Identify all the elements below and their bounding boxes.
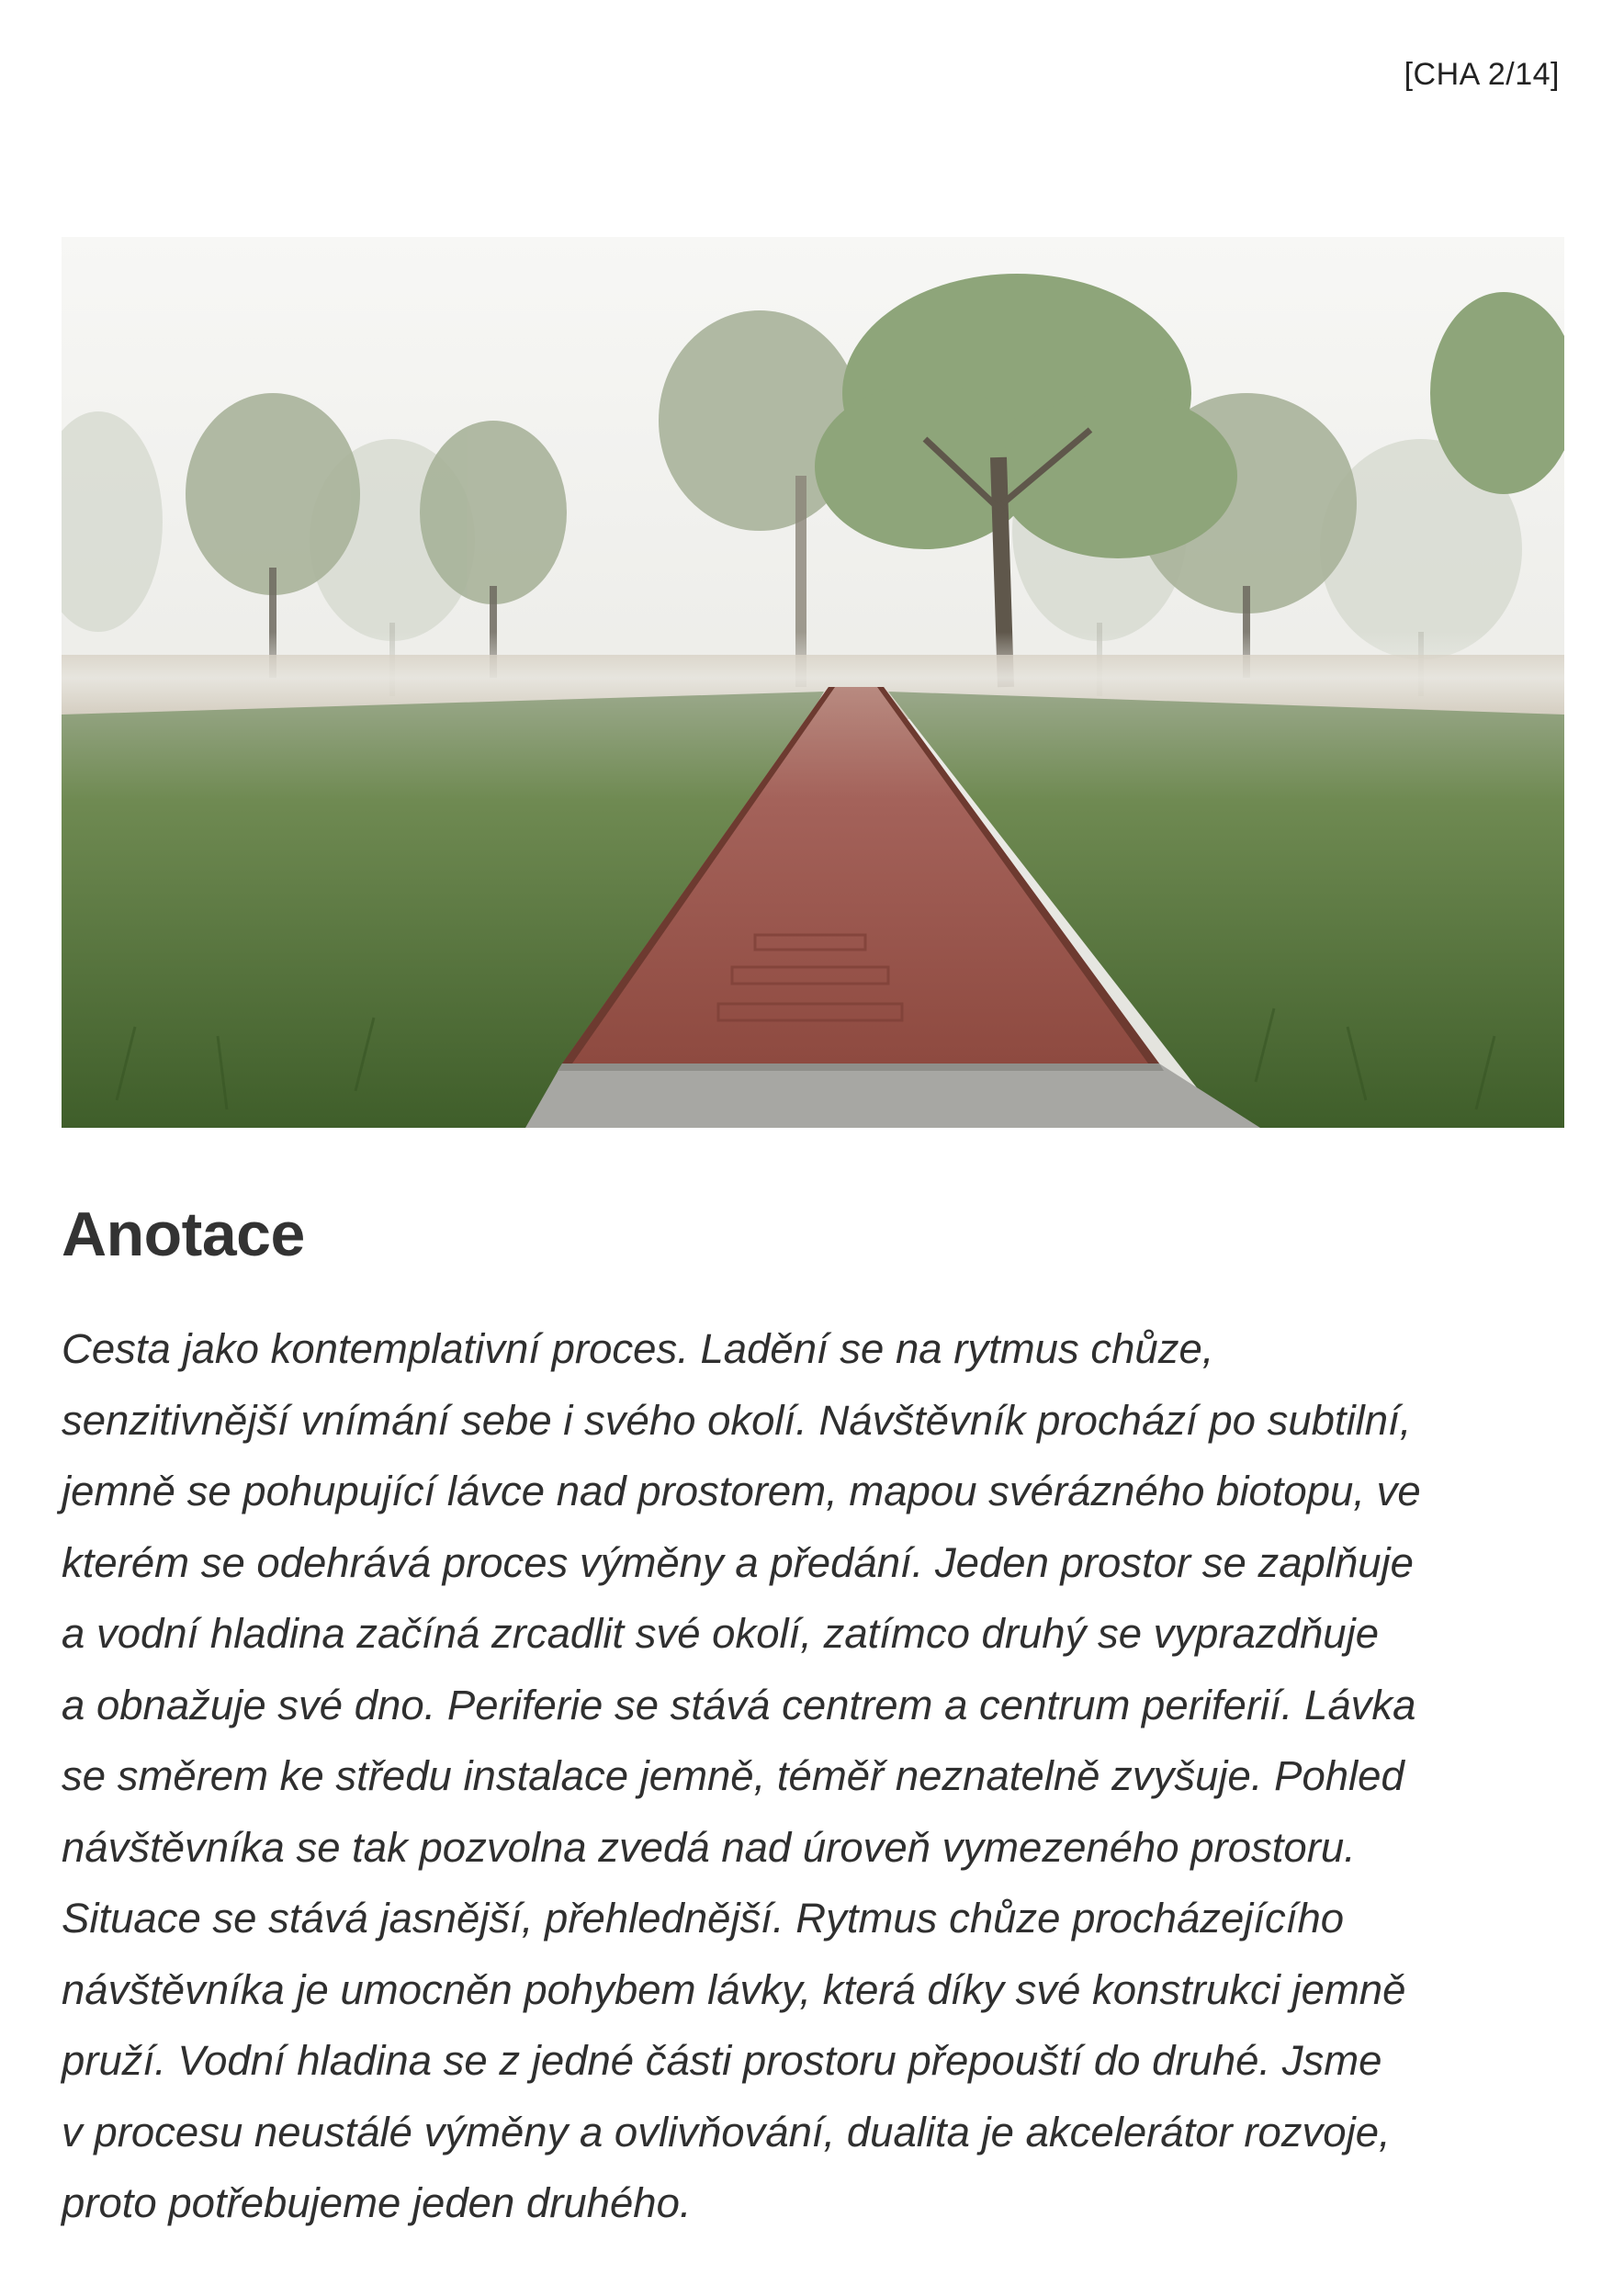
foggy-park-path-illustration xyxy=(62,237,1564,1128)
paragraph-line: návštěvníka se tak pozvolna zvedá nad úroveň vymezeného prostoru. xyxy=(62,1823,1356,1871)
paragraph-line: se směrem ke středu instalace jemně, téměř neznatelně zvyšuje. Pohled xyxy=(62,1752,1404,1799)
paragraph-line: kterém se odehrává proces výměny a předání. Jeden prostor se zaplňuje xyxy=(62,1538,1414,1586)
paragraph-line: a obnažuje své dno. Periferie se stává centrem a centrum periferií. Lávka xyxy=(62,1681,1416,1728)
paragraph-line: pruží. Vodní hladina se z jedné části prostoru přepouští do druhé. Jsme xyxy=(62,2037,1382,2084)
paragraph-line: proto potřebujeme jeden druhého. xyxy=(62,2179,692,2226)
paragraph-line: v procesu neustálé výměny a ovlivňování, dualita je akcelerátor rozvoje, xyxy=(62,2108,1391,2155)
page-code: [CHA 2/14] xyxy=(1404,57,1560,92)
section-title: Anotace xyxy=(62,1199,305,1269)
annotation-paragraph xyxy=(62,1313,1564,2239)
paragraph-line: senzitivnější vnímání sebe i svého okolí. Návštěvník prochází po subtilní, xyxy=(62,1396,1412,1444)
paragraph-line: Situace se stává jasnější, přehlednější. Rytmus chůze procházejícího xyxy=(62,1895,1345,1941)
hero-image xyxy=(62,237,1564,1128)
paragraph-line: jemně se pohupující lávce nad prostorem, mapou svérázného biotopu, ve xyxy=(62,1468,1421,1514)
paragraph-line: a vodní hladina začíná zrcadlit své okolí, zatímco druhý se vyprazdňuje xyxy=(62,1610,1380,1657)
paragraph-line: Cesta jako kontemplativní proces. Ladění se na rytmus chůze, xyxy=(62,1325,1214,1372)
paragraph-line: návštěvníka je umocněn pohybem lávky, která díky své konstrukci jemně xyxy=(62,1965,1406,2013)
